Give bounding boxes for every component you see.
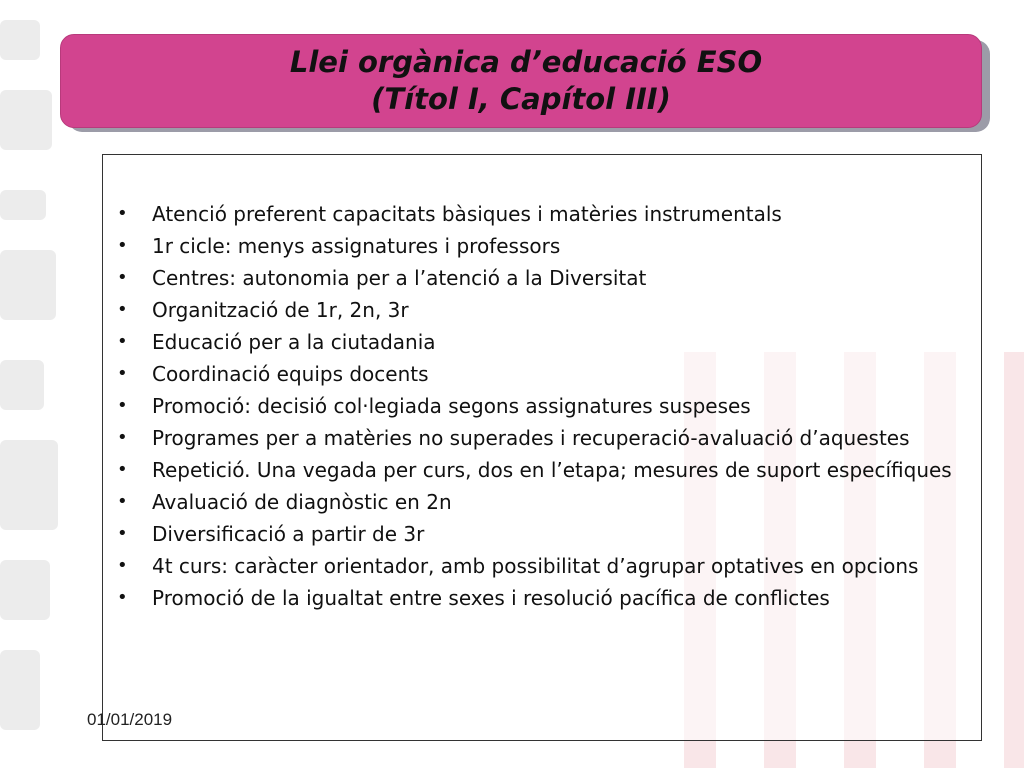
title-banner: [60, 34, 982, 128]
bullet-item: [113, 585, 981, 611]
bullet-icon: •: [117, 427, 128, 448]
bullet-icon: •: [117, 267, 128, 288]
bullet-icon: •: [117, 331, 128, 352]
bullet-item: [113, 201, 981, 227]
bullet-icon: •: [117, 235, 128, 256]
bullet-item: [113, 297, 981, 323]
bullet-text: Diversificació a partir de 3r: [152, 522, 425, 546]
bullet-item: [113, 457, 981, 483]
slide-title-line2: (Títol I, Capítol III): [371, 82, 671, 116]
bullet-item: [113, 393, 981, 419]
bullet-text: Promoció de la igualtat entre sexes i resolució pacífica de conflictes: [152, 586, 830, 610]
bullet-icon: •: [117, 523, 128, 544]
bullet-list: [113, 201, 981, 617]
slide-date: 01/01/2019: [87, 710, 173, 729]
bullet-item: [113, 521, 981, 547]
bullet-item: [113, 265, 981, 291]
bullet-text: Coordinació equips docents: [152, 362, 429, 386]
bullet-text: 1r cicle: menys assignatures i professors: [152, 234, 561, 258]
bullet-icon: •: [117, 363, 128, 384]
bullet-icon: •: [117, 299, 128, 320]
bullet-item: [113, 425, 981, 451]
bullet-text: Organització de 1r, 2n, 3r: [152, 298, 409, 322]
bullet-text: Repetició. Una vegada per curs, dos en l’etapa; mesures de suport específiques: [152, 458, 952, 482]
bullet-text: Programes per a matèries no superades i recuperació-avaluació d’aquestes: [152, 426, 910, 450]
bullet-item: [113, 329, 981, 355]
bullet-item: [113, 489, 981, 515]
bullet-text: 4t curs: caràcter orientador, amb possibilitat d’agrupar optatives en opcions: [152, 554, 919, 578]
bullet-item: [113, 233, 981, 259]
bullet-icon: •: [117, 491, 128, 512]
bullet-text: Educació per a la ciutadania: [152, 330, 436, 354]
bullet-icon: •: [117, 395, 128, 416]
bullet-icon: •: [117, 203, 128, 224]
bullet-item: [113, 553, 981, 579]
bullet-text: Avaluació de diagnòstic en 2n: [152, 490, 452, 514]
content-box: [102, 154, 982, 741]
bullet-text: Promoció: decisió col·legiada segons assignatures suspeses: [152, 394, 751, 418]
watermark-left-strip: [0, 0, 62, 768]
slide-title-line1: Llei orgànica d’educació ESO: [289, 45, 763, 79]
bullet-text: Atenció preferent capacitats bàsiques i matèries instrumentals: [152, 202, 782, 226]
bullet-icon: •: [117, 555, 128, 576]
bullet-text: Centres: autonomia per a l’atenció a la Diversitat: [152, 266, 647, 290]
bullet-item: [113, 361, 981, 387]
bullet-icon: •: [117, 459, 128, 480]
bullet-icon: •: [117, 587, 128, 608]
